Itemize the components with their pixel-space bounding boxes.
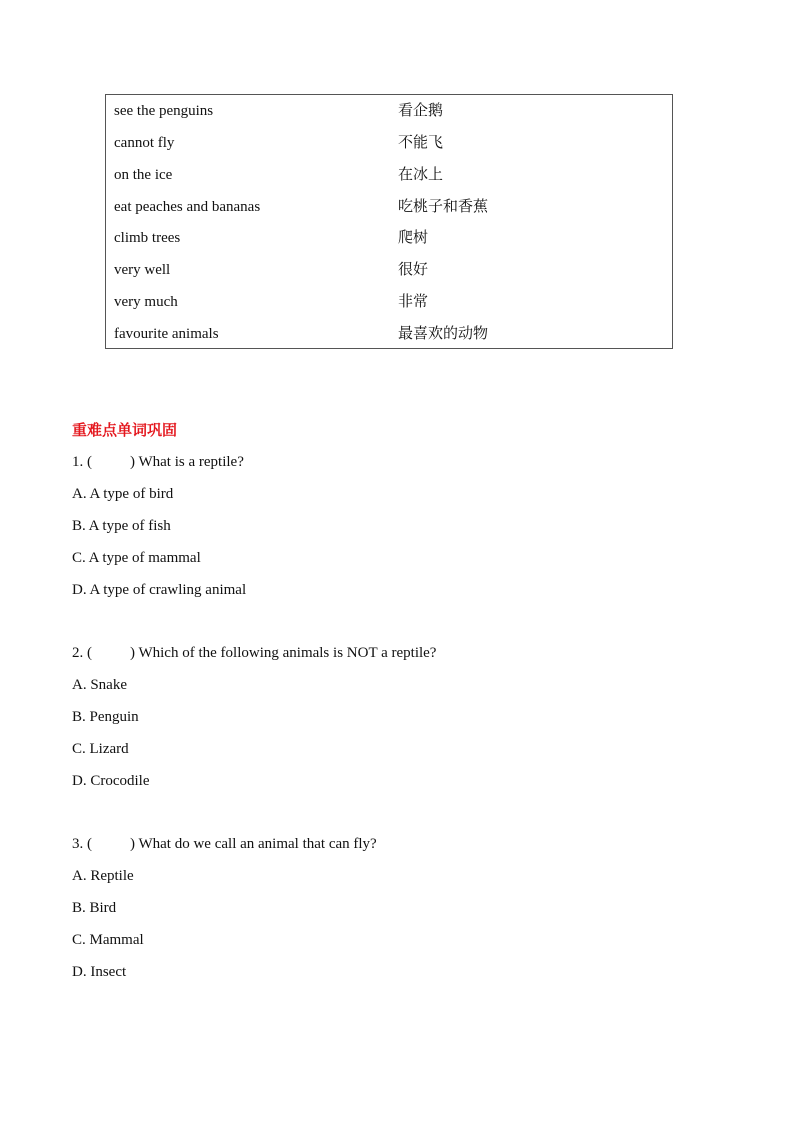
vocab-english: very much [114, 294, 178, 310]
vocab-english: climb trees [114, 230, 181, 246]
vocab-row [106, 195, 672, 219]
vocab-english: on the ice [114, 167, 173, 183]
vocab-chinese: 非常 [398, 294, 429, 310]
answer-option: C. A type of mammal [72, 550, 201, 566]
answer-option: D. A type of crawling animal [72, 582, 247, 598]
question-close-paren: ) [130, 454, 135, 470]
vocab-english: see the penguins [114, 103, 214, 119]
vocab-row [106, 131, 672, 155]
question-number: 1. ( [72, 454, 92, 470]
answer-option: D. Crocodile [72, 773, 150, 789]
section-title: 重难点单词巩固 [72, 423, 178, 439]
answer-option: C. Lizard [72, 741, 129, 757]
question-stem [72, 641, 436, 665]
question-close-paren: ) [130, 645, 135, 661]
vocab-english: favourite animals [114, 326, 219, 342]
vocab-row [106, 258, 672, 282]
answer-option: A. Reptile [72, 868, 134, 884]
vocab-chinese: 在冰上 [398, 167, 444, 183]
vocabulary-table [105, 94, 673, 349]
vocab-chinese: 不能飞 [398, 135, 444, 151]
vocab-chinese: 很好 [398, 262, 429, 278]
vocab-row [106, 322, 672, 346]
vocab-english: cannot fly [114, 135, 175, 151]
answer-option: B. Bird [72, 900, 117, 916]
vocab-row [106, 226, 672, 250]
vocab-chinese: 看企鹅 [398, 103, 444, 119]
answer-option: B. Penguin [72, 709, 139, 725]
question-number: 2. ( [72, 645, 92, 661]
vocab-english: eat peaches and bananas [114, 199, 261, 215]
question-close-paren: ) [130, 836, 135, 852]
answer-option: D. Insect [72, 964, 127, 980]
vocab-chinese: 吃桃子和香蕉 [398, 199, 489, 215]
question-text: What do we call an animal that can fly? [138, 836, 377, 852]
vocab-english: very well [114, 262, 171, 278]
answer-option: A. A type of bird [72, 486, 174, 502]
vocab-row [106, 163, 672, 187]
vocab-row [106, 290, 672, 314]
question-stem [72, 832, 377, 856]
answer-option: C. Mammal [72, 932, 144, 948]
question-number: 3. ( [72, 836, 92, 852]
vocab-chinese: 最喜欢的动物 [398, 326, 489, 342]
vocab-chinese: 爬树 [398, 230, 429, 246]
answer-option: B. A type of fish [72, 518, 171, 534]
question-text: What is a reptile? [138, 454, 244, 470]
answer-option: A. Snake [72, 677, 127, 693]
question-text: Which of the following animals is NOT a reptile? [138, 645, 437, 661]
vocab-row [106, 99, 672, 123]
question-stem [72, 450, 244, 474]
